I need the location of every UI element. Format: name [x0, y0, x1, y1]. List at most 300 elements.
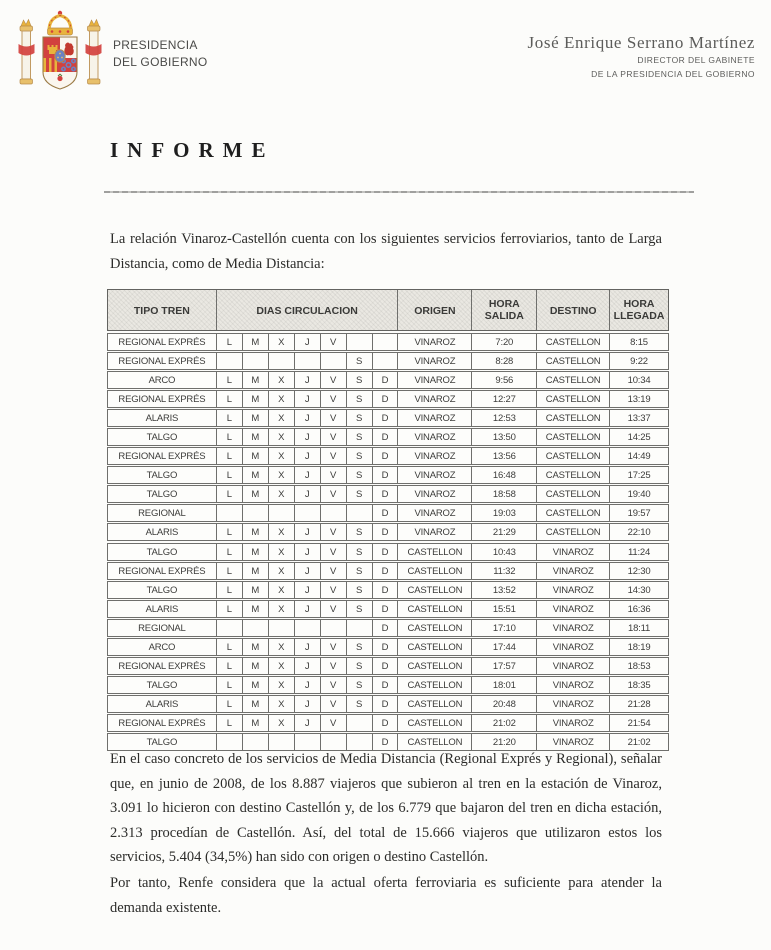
cell-day-d: D — [373, 734, 399, 750]
cell-day-s — [347, 715, 373, 731]
cell-day-v: V — [321, 601, 347, 617]
table-row — [107, 428, 669, 446]
cell-origen: CASTELLON — [398, 677, 472, 693]
cell-destino: VINAROZ — [537, 734, 610, 750]
cell-day-m: M — [243, 524, 269, 540]
cell-origen: VINAROZ — [398, 334, 472, 350]
cell-day-m: M — [243, 410, 269, 426]
table-row — [107, 581, 669, 599]
cell-day-s: S — [347, 391, 373, 407]
table-row — [107, 676, 669, 694]
cell-day-s — [347, 334, 373, 350]
cell-destino: VINAROZ — [537, 563, 610, 579]
cell-tipo-tren: ALARIS — [108, 410, 217, 426]
cell-day-d: D — [373, 505, 399, 521]
cell-hora-salida: 21:20 — [472, 734, 537, 750]
cell-hora-salida: 15:51 — [472, 601, 537, 617]
cell-origen: VINAROZ — [398, 467, 472, 483]
cell-day-x: X — [269, 391, 295, 407]
cell-day-s: S — [347, 353, 373, 369]
cell-hora-salida: 13:50 — [472, 429, 537, 445]
cell-day-s — [347, 505, 373, 521]
cell-tipo-tren: REGIONAL EXPRÉS — [108, 658, 217, 674]
cell-day-j: J — [295, 715, 321, 731]
cell-day-j: J — [295, 563, 321, 579]
cell-origen: CASTELLON — [398, 734, 472, 750]
cell-destino: CASTELLON — [537, 372, 610, 388]
cell-day-x: X — [269, 429, 295, 445]
cell-day-s: S — [347, 486, 373, 502]
table-row — [107, 371, 669, 389]
cell-day-x: X — [269, 677, 295, 693]
cell-day-d: D — [373, 620, 399, 636]
cell-day-d: D — [373, 601, 399, 617]
cell-tipo-tren: REGIONAL EXPRÉS — [108, 715, 217, 731]
cell-day-x: X — [269, 448, 295, 464]
cell-hora-llegada: 18:53 — [627, 661, 651, 672]
cell-day-l: L — [217, 486, 243, 502]
cell-tipo-tren: ARCO — [108, 372, 217, 388]
cell-day-m: M — [243, 582, 269, 598]
cell-day-v: V — [321, 334, 347, 350]
cell-day-l: L — [217, 391, 243, 407]
cell-hora-salida: 21:02 — [472, 715, 537, 731]
cell-day-j: J — [295, 334, 321, 350]
cell-tipo-tren: REGIONAL EXPRÉS — [108, 563, 217, 579]
header-destino: DESTINO — [537, 290, 610, 330]
cell-destino: CASTELLON — [537, 410, 610, 426]
cell-destino: CASTELLON — [537, 429, 610, 445]
cell-day-j: J — [295, 448, 321, 464]
table-row — [107, 714, 669, 732]
cell-day-d: D — [373, 582, 399, 598]
cell-hora-llegada: 18:19 — [627, 642, 651, 653]
conclusion-paragraph: Por tanto, Renfe considera que la actual oferta ferroviaria es suficiente para atender la demanda existente. — [110, 875, 662, 916]
cell-day-l: L — [217, 677, 243, 693]
cell-day-s: S — [347, 601, 373, 617]
table-row — [107, 504, 669, 522]
cell-destino: CASTELLON — [537, 524, 610, 540]
cell-tipo-tren: REGIONAL EXPRÉS — [108, 334, 217, 350]
cell-day-j: J — [295, 696, 321, 712]
cell-hora-salida: 17:10 — [472, 620, 537, 636]
cell-day-v: V — [321, 658, 347, 674]
cell-origen: VINAROZ — [398, 524, 472, 540]
cell-origen: VINAROZ — [398, 353, 472, 369]
cell-hora-llegada: 16:36 — [627, 604, 651, 615]
cell-day-d: D — [373, 639, 399, 655]
cell-hora-llegada: 10:34 — [627, 375, 651, 386]
cell-day-v: V — [321, 410, 347, 426]
cell-day-d: D — [373, 391, 399, 407]
cell-day-s: S — [347, 563, 373, 579]
cell-day-v: V — [321, 524, 347, 540]
cell-day-v: V — [321, 391, 347, 407]
cell-hora-llegada: 14:49 — [627, 451, 651, 462]
cell-hora-salida: 12:53 — [472, 410, 537, 426]
cell-day-x — [269, 353, 295, 369]
cell-day-l: L — [217, 658, 243, 674]
cell-day-s: S — [347, 429, 373, 445]
cell-day-l: L — [217, 639, 243, 655]
cell-day-d — [373, 353, 399, 369]
table-row — [107, 333, 669, 351]
cell-day-j: J — [295, 410, 321, 426]
cell-hora-salida: 17:44 — [472, 639, 537, 655]
cell-day-d: D — [373, 448, 399, 464]
cell-origen: CASTELLON — [398, 658, 472, 674]
cell-day-v: V — [321, 544, 347, 560]
cell-day-x: X — [269, 601, 295, 617]
author-name: José Enrique Serrano Martínez — [527, 33, 755, 52]
cell-destino: CASTELLON — [537, 467, 610, 483]
cell-day-j: J — [295, 486, 321, 502]
cell-origen: VINAROZ — [398, 391, 472, 407]
cell-hora-llegada: 8:15 — [630, 337, 648, 348]
cell-hora-llegada: 19:40 — [627, 489, 651, 500]
cell-hora-llegada: 18:35 — [627, 680, 651, 691]
cell-day-x: X — [269, 334, 295, 350]
cell-day-s — [347, 620, 373, 636]
cell-destino: VINAROZ — [537, 696, 610, 712]
cell-day-s: S — [347, 524, 373, 540]
cell-hora-llegada: 19:57 — [627, 508, 651, 519]
cell-hora-llegada: 13:19 — [627, 394, 651, 405]
cell-day-x: X — [269, 524, 295, 540]
cell-hora-llegada: 21:02 — [627, 737, 651, 748]
cell-destino: CASTELLON — [537, 391, 610, 407]
cell-destino: VINAROZ — [537, 620, 610, 636]
cell-day-m: M — [243, 334, 269, 350]
cell-day-m: M — [243, 677, 269, 693]
cell-day-j: J — [295, 467, 321, 483]
cell-origen: VINAROZ — [398, 429, 472, 445]
cell-day-d: D — [373, 429, 399, 445]
cell-day-v: V — [321, 429, 347, 445]
cell-tipo-tren: TALGO — [108, 467, 217, 483]
cell-day-m: M — [243, 715, 269, 731]
cell-origen: CASTELLON — [398, 639, 472, 655]
cell-tipo-tren: TALGO — [108, 734, 217, 750]
table-row — [107, 695, 669, 713]
table-row — [107, 657, 669, 675]
cell-origen: VINAROZ — [398, 486, 472, 502]
cell-day-s: S — [347, 410, 373, 426]
cell-hora-llegada: 22:10 — [627, 527, 651, 538]
cell-hora-salida: 13:56 — [472, 448, 537, 464]
cell-day-x: X — [269, 467, 295, 483]
cell-day-j — [295, 620, 321, 636]
cell-hora-llegada: 12:30 — [627, 566, 651, 577]
cell-day-v — [321, 620, 347, 636]
cell-day-j: J — [295, 658, 321, 674]
cell-day-s: S — [347, 639, 373, 655]
cell-tipo-tren: TALGO — [108, 429, 217, 445]
cell-day-d: D — [373, 544, 399, 560]
table-row — [107, 447, 669, 465]
table-row — [107, 352, 669, 370]
cell-hora-salida: 17:57 — [472, 658, 537, 674]
cell-day-x: X — [269, 696, 295, 712]
table-row — [107, 638, 669, 656]
cell-day-j: J — [295, 639, 321, 655]
cell-tipo-tren: REGIONAL EXPRÉS — [108, 448, 217, 464]
cell-day-s: S — [347, 448, 373, 464]
cell-day-d: D — [373, 715, 399, 731]
cell-destino: VINAROZ — [537, 677, 610, 693]
cell-day-v — [321, 505, 347, 521]
cell-day-m — [243, 353, 269, 369]
cell-destino: CASTELLON — [537, 505, 610, 521]
cell-day-v: V — [321, 696, 347, 712]
cell-origen: CASTELLON — [398, 563, 472, 579]
cell-destino: VINAROZ — [537, 639, 610, 655]
cell-origen: VINAROZ — [398, 505, 472, 521]
cell-hora-salida: 21:29 — [472, 524, 537, 540]
org-line1: PRESIDENCIA — [113, 38, 198, 52]
cell-tipo-tren: ARCO — [108, 639, 217, 655]
cell-hora-salida: 13:52 — [472, 582, 537, 598]
cell-day-j: J — [295, 582, 321, 598]
cell-day-l — [217, 353, 243, 369]
cell-day-d: D — [373, 372, 399, 388]
cell-day-j — [295, 353, 321, 369]
cell-tipo-tren: REGIONAL — [108, 620, 217, 636]
cell-destino: VINAROZ — [537, 658, 610, 674]
cell-day-m — [243, 505, 269, 521]
cell-day-j: J — [295, 601, 321, 617]
cell-day-m: M — [243, 544, 269, 560]
author-title-line2: DE LA PRESIDENCIA DEL GOBIERNO — [591, 68, 755, 79]
cell-hora-llegada: 21:28 — [627, 699, 651, 710]
spain-coat-of-arms-icon — [18, 6, 102, 106]
cell-day-l: L — [217, 467, 243, 483]
cell-tipo-tren: TALGO — [108, 544, 217, 560]
cell-origen: VINAROZ — [398, 448, 472, 464]
cell-day-j: J — [295, 429, 321, 445]
train-schedule-table — [107, 289, 669, 752]
cell-day-m — [243, 620, 269, 636]
cell-origen: CASTELLON — [398, 715, 472, 731]
report-title: INFORME — [110, 138, 275, 162]
horizontal-rule — [104, 191, 694, 193]
cell-day-m: M — [243, 486, 269, 502]
cell-day-l: L — [217, 334, 243, 350]
cell-destino: CASTELLON — [537, 448, 610, 464]
table-row — [107, 409, 669, 427]
cell-day-m: M — [243, 563, 269, 579]
cell-day-j: J — [295, 391, 321, 407]
cell-day-x: X — [269, 410, 295, 426]
author-block — [528, 33, 755, 80]
cell-day-l: L — [217, 715, 243, 731]
cell-origen: CASTELLON — [398, 582, 472, 598]
table-row — [107, 485, 669, 503]
cell-day-j: J — [295, 544, 321, 560]
header-hora-salida: HORA SALIDA — [472, 290, 537, 330]
cell-destino: VINAROZ — [537, 601, 610, 617]
cell-hora-salida: 12:27 — [472, 391, 537, 407]
cell-hora-salida: 7:20 — [472, 334, 537, 350]
cell-day-d — [373, 334, 399, 350]
cell-day-s: S — [347, 582, 373, 598]
cell-origen: CASTELLON — [398, 620, 472, 636]
cell-day-l: L — [217, 524, 243, 540]
cell-tipo-tren: ALARIS — [108, 524, 217, 540]
header-origen: ORIGEN — [398, 290, 472, 330]
cell-day-d: D — [373, 563, 399, 579]
cell-tipo-tren: TALGO — [108, 486, 217, 502]
cell-day-d: D — [373, 677, 399, 693]
cell-day-l: L — [217, 601, 243, 617]
cell-day-v: V — [321, 639, 347, 655]
cell-day-l: L — [217, 429, 243, 445]
table-row — [107, 543, 669, 561]
cell-day-l: L — [217, 582, 243, 598]
cell-day-l — [217, 620, 243, 636]
table-row — [107, 619, 669, 637]
cell-day-s: S — [347, 696, 373, 712]
cell-day-d: D — [373, 410, 399, 426]
cell-day-l: L — [217, 544, 243, 560]
cell-day-v: V — [321, 486, 347, 502]
cell-day-s: S — [347, 372, 373, 388]
cell-day-l: L — [217, 696, 243, 712]
statistics-paragraph: En el caso concreto de los servicios de Media Distancia (Regional Exprés y Regional), señalar que, en junio de 2008, de los 8.887 viajeros que subieron al tren en la estación de Vinaroz, 3.091 lo hicieron con destino Castellón y, de los 6.779 que bajaron del tren en dicha estación, 2.313 procedían de Castellón. Así, del total de 15.666 viajeros que utilizaron estos los servicios, 5.404 (34,5%) han sido con origen o destino Castellón. — [110, 751, 662, 865]
cell-day-v: V — [321, 467, 347, 483]
cell-day-j: J — [295, 524, 321, 540]
cell-day-v: V — [321, 563, 347, 579]
cell-hora-llegada: 18:11 — [627, 623, 651, 634]
spain-coat-of-arms-logo — [18, 6, 102, 106]
cell-day-m: M — [243, 658, 269, 674]
cell-tipo-tren: TALGO — [108, 677, 217, 693]
cell-origen: CASTELLON — [398, 696, 472, 712]
header-hora-llegada: HORA LLEGADA — [610, 290, 668, 330]
cell-day-x — [269, 620, 295, 636]
cell-day-m: M — [243, 391, 269, 407]
cell-day-l — [217, 505, 243, 521]
cell-origen: VINAROZ — [398, 410, 472, 426]
cell-hora-salida: 18:58 — [472, 486, 537, 502]
cell-hora-llegada: 21:54 — [627, 718, 651, 729]
cell-day-l: L — [217, 448, 243, 464]
cell-day-l: L — [217, 563, 243, 579]
author-title-line1: DIRECTOR DEL GABINETE — [637, 55, 755, 65]
cell-destino: VINAROZ — [537, 582, 610, 598]
cell-day-m: M — [243, 448, 269, 464]
cell-day-x: X — [269, 486, 295, 502]
cell-hora-llegada: 17:25 — [627, 470, 651, 481]
table-row — [107, 600, 669, 618]
cell-day-d: D — [373, 696, 399, 712]
cell-day-x: X — [269, 639, 295, 655]
cell-day-v: V — [321, 715, 347, 731]
cell-day-s: S — [347, 544, 373, 560]
cell-destino: VINAROZ — [537, 715, 610, 731]
cell-hora-llegada: 13:37 — [627, 413, 651, 424]
cell-destino: VINAROZ — [537, 544, 610, 560]
cell-tipo-tren: TALGO — [108, 582, 217, 598]
cell-day-j: J — [295, 677, 321, 693]
cell-origen: CASTELLON — [398, 601, 472, 617]
cell-hora-salida: 8:28 — [472, 353, 537, 369]
cell-origen: VINAROZ — [398, 372, 472, 388]
cell-destino: CASTELLON — [537, 353, 610, 369]
cell-day-l: L — [217, 410, 243, 426]
table-row — [107, 390, 669, 408]
table-header-row — [107, 289, 669, 331]
cell-day-m: M — [243, 467, 269, 483]
cell-destino: CASTELLON — [537, 334, 610, 350]
cell-day-v: V — [321, 582, 347, 598]
cell-hora-salida: 11:32 — [472, 563, 537, 579]
org-line2: DEL GOBIERNO — [113, 54, 208, 69]
cell-day-j: J — [295, 372, 321, 388]
cell-day-d: D — [373, 467, 399, 483]
cell-day-m: M — [243, 696, 269, 712]
cell-day-x: X — [269, 715, 295, 731]
cell-hora-salida: 9:56 — [472, 372, 537, 388]
intro-paragraph: La relación Vinaroz-Castellón cuenta con los siguientes servicios ferroviarios, tanto de Larga Distancia, como de Media Distancia: — [110, 231, 662, 272]
cell-day-x: X — [269, 658, 295, 674]
cell-hora-llegada: 9:22 — [630, 356, 648, 367]
cell-day-d: D — [373, 524, 399, 540]
cell-day-s: S — [347, 677, 373, 693]
cell-day-x: X — [269, 582, 295, 598]
header-tipo-tren: TIPO TREN — [108, 290, 217, 330]
cell-tipo-tren: REGIONAL — [108, 505, 217, 521]
train-table-body — [107, 333, 669, 751]
cell-day-s: S — [347, 658, 373, 674]
cell-tipo-tren: ALARIS — [108, 601, 217, 617]
cell-day-v: V — [321, 677, 347, 693]
cell-hora-llegada: 14:30 — [627, 585, 651, 596]
cell-hora-salida: 20:48 — [472, 696, 537, 712]
cell-day-v — [321, 353, 347, 369]
cell-day-m: M — [243, 601, 269, 617]
cell-tipo-tren: REGIONAL EXPRÉS — [108, 353, 217, 369]
table-row — [107, 562, 669, 580]
cell-hora-salida: 18:01 — [472, 677, 537, 693]
cell-origen: CASTELLON — [398, 544, 472, 560]
cell-day-x: X — [269, 563, 295, 579]
cell-day-v: V — [321, 448, 347, 464]
cell-hora-salida: 19:03 — [472, 505, 537, 521]
cell-hora-salida: 10:43 — [472, 544, 537, 560]
cell-day-d: D — [373, 486, 399, 502]
cell-destino: CASTELLON — [537, 486, 610, 502]
org-name-block — [113, 37, 208, 70]
cell-day-x: X — [269, 544, 295, 560]
cell-day-v: V — [321, 372, 347, 388]
header-dias-circulacion: DIAS CIRCULACION — [217, 290, 399, 330]
cell-day-m: M — [243, 429, 269, 445]
cell-day-s: S — [347, 467, 373, 483]
cell-day-j — [295, 505, 321, 521]
cell-day-m: M — [243, 372, 269, 388]
cell-hora-llegada: 14:25 — [627, 432, 651, 443]
cell-day-x — [269, 505, 295, 521]
table-row — [107, 466, 669, 484]
cell-tipo-tren: ALARIS — [108, 696, 217, 712]
cell-tipo-tren: REGIONAL EXPRÉS — [108, 391, 217, 407]
cell-day-l: L — [217, 372, 243, 388]
cell-day-x: X — [269, 372, 295, 388]
cell-day-d: D — [373, 658, 399, 674]
cell-day-m: M — [243, 639, 269, 655]
cell-hora-llegada: 11:24 — [627, 547, 651, 558]
